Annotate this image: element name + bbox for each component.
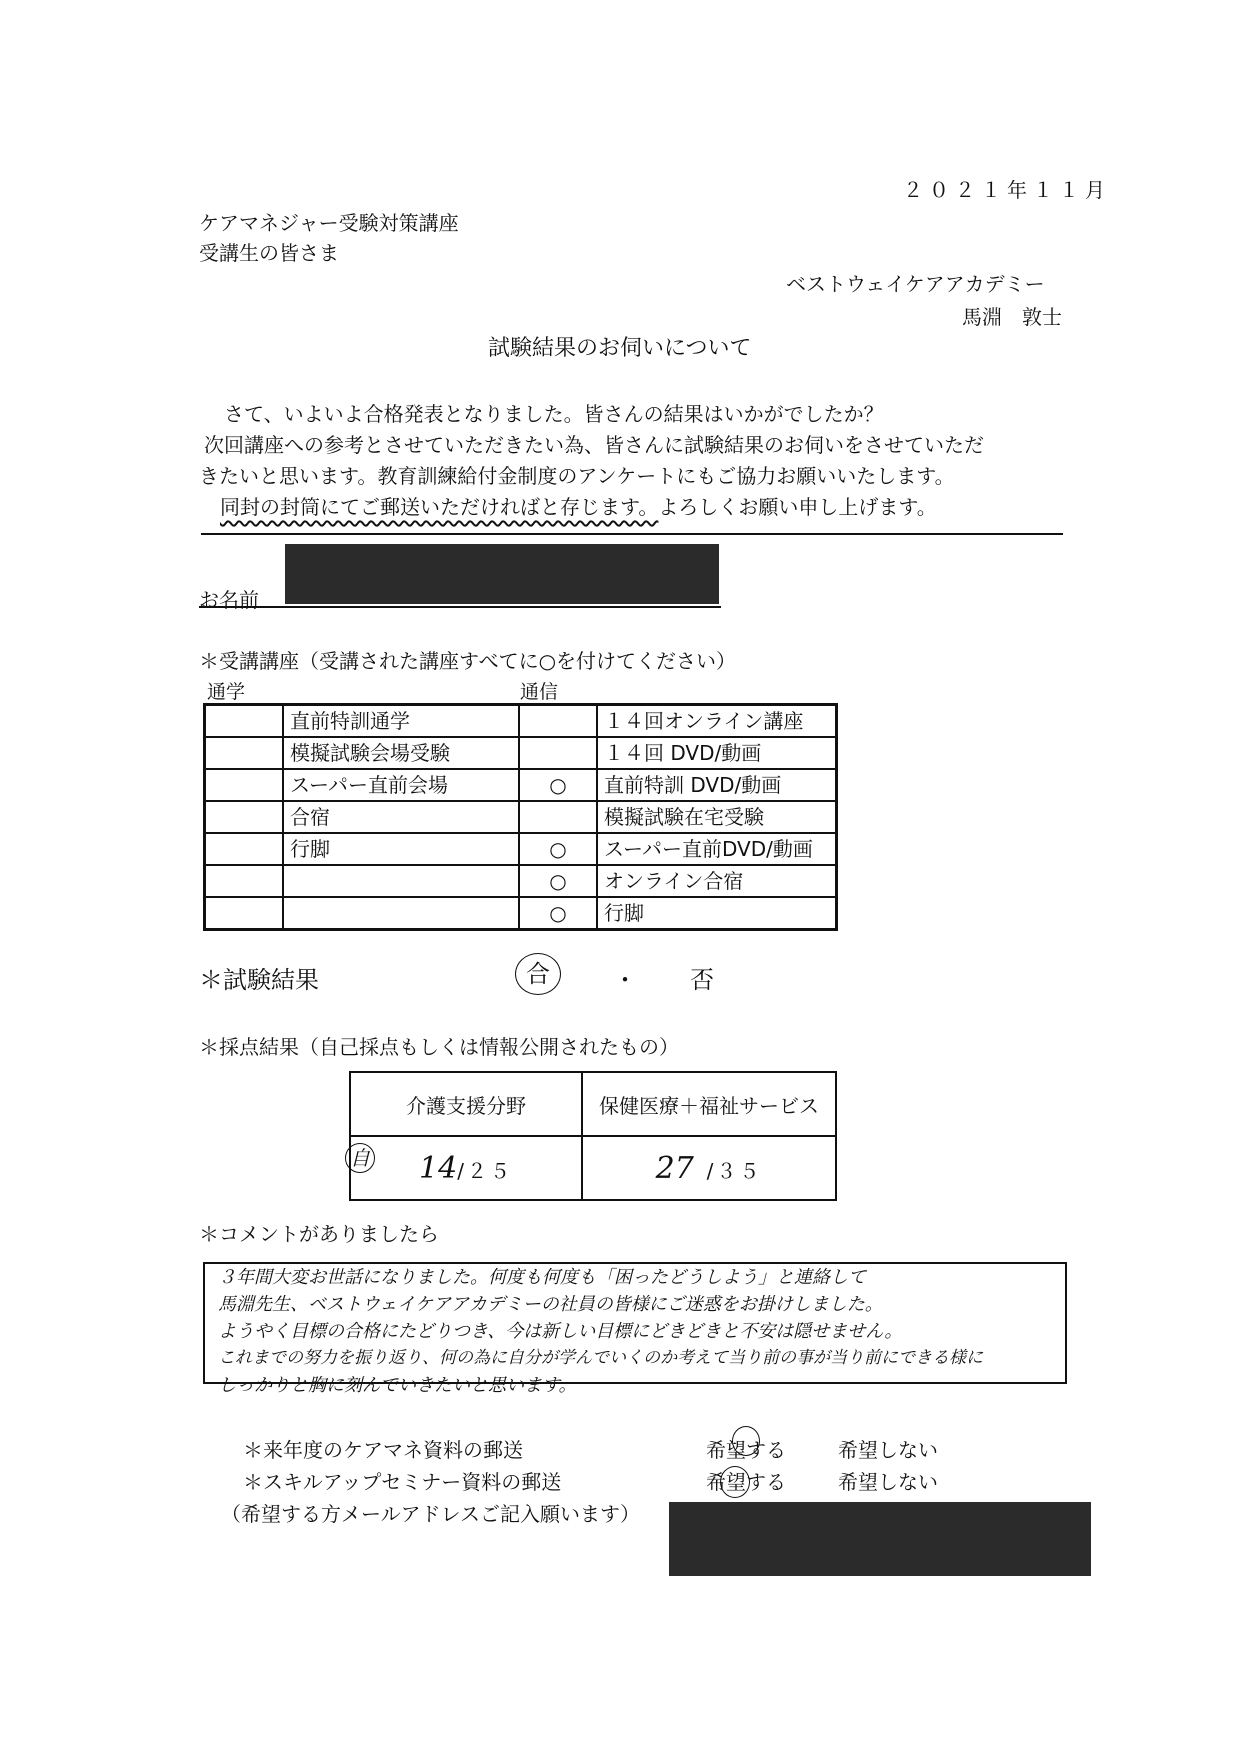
course-name: １４回オンライン講座 bbox=[597, 705, 837, 738]
mailing1-yes[interactable]: 希望する bbox=[706, 1438, 786, 1462]
mark-cell[interactable]: ○ bbox=[519, 897, 597, 930]
course-row bbox=[205, 833, 837, 865]
comment-heading: ＊コメントがありましたら bbox=[199, 1222, 439, 1246]
course-row bbox=[205, 865, 837, 897]
sender-name: 馬淵 敦士 bbox=[962, 305, 1062, 329]
document-title: 試験結果のお伺いについて bbox=[488, 336, 752, 361]
email-note: （希望する方メールアドレスご記入願います） bbox=[221, 1502, 640, 1526]
name-label: お名前 bbox=[199, 588, 259, 612]
score-health-total: /３５ bbox=[706, 1158, 763, 1183]
comment-line: 馬淵先生、ベストウェイケアアカデミーの社員の皆様にご迷惑をお掛けしました。 bbox=[218, 1294, 883, 1315]
mark-cell[interactable]: ○ bbox=[519, 865, 597, 897]
course-name: 行脚 bbox=[283, 833, 519, 865]
body-p3-rest: よろしくお願い申し上げます。 bbox=[658, 495, 937, 519]
col-tsuugaku: 通学 bbox=[207, 681, 246, 703]
body-p1: さて、いよいよ合格発表となりました。皆さんの結果はいかがでしたか？ bbox=[224, 402, 884, 426]
result-dot: ・ bbox=[613, 966, 637, 994]
email-redaction bbox=[669, 1502, 1091, 1576]
name-line bbox=[199, 606, 721, 608]
divider bbox=[201, 533, 1063, 535]
mark-cell[interactable] bbox=[205, 897, 284, 930]
score-cell-care bbox=[350, 1136, 582, 1200]
mailing-item-caremane: ＊来年度のケアマネ資料の郵送 bbox=[243, 1438, 523, 1462]
sender-org: ベストウェイケアアカデミー bbox=[786, 272, 1045, 296]
mailing1-no[interactable]: 希望しない bbox=[838, 1438, 938, 1462]
course-row bbox=[205, 705, 837, 738]
recipient-course: ケアマネジャー受験対策講座 bbox=[199, 211, 459, 235]
course-name: 直前特訓通学 bbox=[283, 705, 519, 738]
score-header-care: 介護支援分野 bbox=[350, 1072, 582, 1136]
col-tsuushin: 通信 bbox=[520, 681, 559, 703]
result-pass-circled[interactable]: 合 bbox=[515, 953, 561, 995]
score-header-health: 保健医療＋福祉サービス bbox=[582, 1072, 836, 1136]
comment-text bbox=[218, 1264, 983, 1399]
body-p2b: きたいと思います。教育訓練給付金制度のアンケートにもご協力お願いいたします。 bbox=[199, 464, 955, 488]
recipient-students: 受講生の皆さま bbox=[199, 241, 339, 265]
course-name bbox=[283, 865, 519, 897]
comment-line: しっかりと胸に刻んでいきたいと思います。 bbox=[218, 1375, 577, 1396]
mark-cell[interactable] bbox=[519, 737, 597, 769]
mark-cell[interactable] bbox=[205, 801, 284, 833]
course-row bbox=[205, 801, 837, 833]
course-name: スーパー直前会場 bbox=[283, 769, 519, 801]
score-care-total: /２５ bbox=[457, 1158, 513, 1183]
comment-line: これまでの努力を振り返り、何の為に自分が学んでいくのか考えて当り前の事が当り前にできる様に bbox=[218, 1348, 983, 1368]
comment-line: ３年間大変お世話になりました。何度も何度も「困ったどうしよう」と連絡して bbox=[218, 1267, 866, 1288]
date: ２０２１年１１月 bbox=[903, 178, 1111, 202]
score-care-value[interactable]: 14 bbox=[419, 1150, 458, 1186]
mark-cell[interactable] bbox=[519, 801, 597, 833]
scores-heading: ＊採点結果（自己採点もしくは情報公開されたもの） bbox=[199, 1035, 679, 1059]
mailing2-circle-mark bbox=[720, 1466, 750, 1498]
mark-cell[interactable] bbox=[205, 769, 284, 801]
course-name: スーパー直前DVD/動画 bbox=[597, 833, 837, 865]
course-name: 模擬試験在宅受験 bbox=[597, 801, 837, 833]
courses-heading: ＊受講講座（受講された講座すべてに○を付けてください） bbox=[199, 649, 737, 673]
mark-cell[interactable]: ○ bbox=[519, 769, 597, 801]
score-health-value[interactable]: 27 bbox=[655, 1150, 694, 1186]
courses-table bbox=[203, 703, 838, 931]
course-row bbox=[205, 769, 837, 801]
mailing-item-seminar: ＊スキルアップセミナー資料の郵送 bbox=[243, 1470, 562, 1494]
self-score-mark: 自 bbox=[345, 1143, 375, 1173]
course-name: 模擬試験会場受験 bbox=[283, 737, 519, 769]
body-p2a: 次回講座への参考とさせていただきたい為、皆さんに試験結果のお伺いをさせていただ bbox=[204, 433, 984, 457]
course-row bbox=[205, 737, 837, 769]
mark-cell[interactable] bbox=[205, 737, 284, 769]
mailing2-no[interactable]: 希望しない bbox=[838, 1470, 938, 1494]
course-name: 行脚 bbox=[597, 897, 837, 930]
course-name bbox=[283, 897, 519, 930]
mark-cell[interactable] bbox=[205, 833, 284, 865]
scores-table bbox=[349, 1071, 837, 1201]
course-name: 合宿 bbox=[283, 801, 519, 833]
course-row bbox=[205, 897, 837, 930]
mark-cell[interactable] bbox=[205, 705, 284, 738]
course-name: １４回 DVD/動画 bbox=[597, 737, 837, 769]
mark-cell[interactable] bbox=[205, 865, 284, 897]
result-label: ＊試験結果 bbox=[199, 966, 319, 994]
mark-cell[interactable] bbox=[519, 705, 597, 738]
body-p3-underlined: 同封の封筒にてご郵送いただければと存じます。 bbox=[220, 495, 659, 519]
course-name: オンライン合宿 bbox=[597, 865, 837, 897]
score-cell-health bbox=[582, 1136, 836, 1200]
mailing1-circle-mark bbox=[732, 1426, 760, 1456]
course-name: 直前特訓 DVD/動画 bbox=[597, 769, 837, 801]
mark-cell[interactable]: ○ bbox=[519, 833, 597, 865]
name-redaction bbox=[285, 544, 719, 604]
comment-line: ようやく目標の合格にたどりつき、今は新しい目標にどきどきと不安は隠せません。 bbox=[218, 1321, 903, 1342]
mailing2-yes[interactable]: 希望する bbox=[706, 1470, 786, 1494]
result-fail[interactable]: 否 bbox=[690, 966, 714, 994]
